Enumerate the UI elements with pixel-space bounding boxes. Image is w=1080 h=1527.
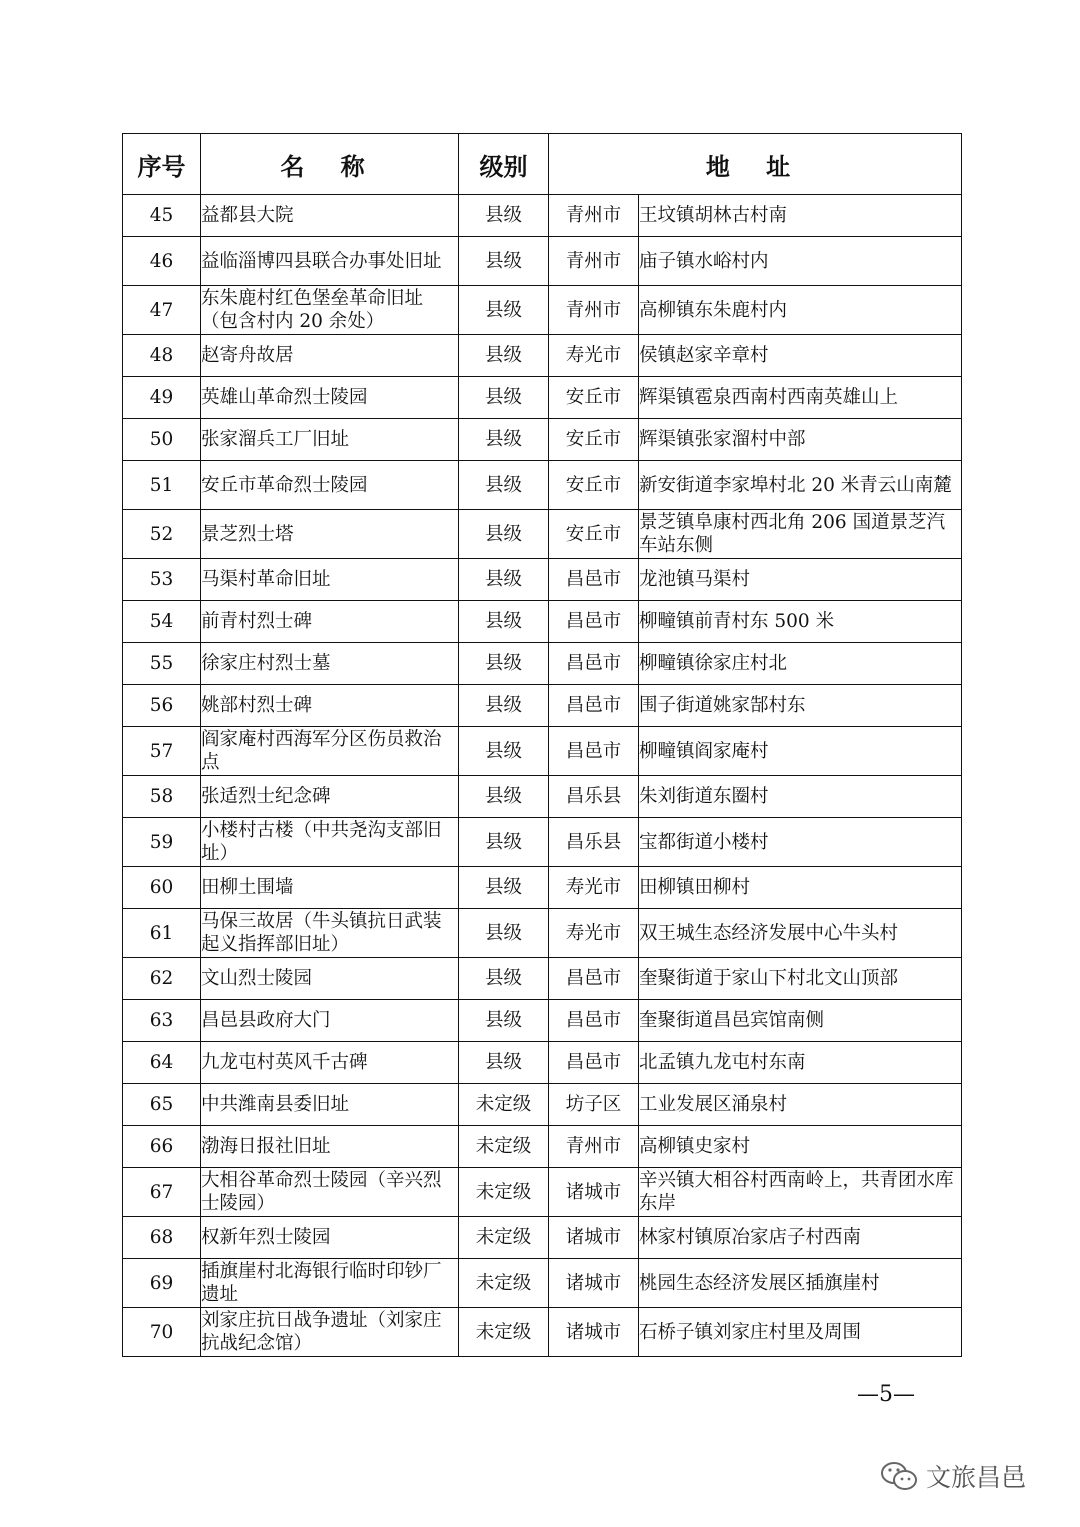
table-row bbox=[123, 1126, 962, 1168]
cell-city: 昌邑市 bbox=[549, 1042, 639, 1084]
cell-city: 寿光市 bbox=[549, 867, 639, 909]
table-row bbox=[123, 1084, 962, 1126]
cell-number: 50 bbox=[123, 419, 201, 461]
cell-name: 姚部村烈士碑 bbox=[201, 685, 459, 727]
table-row bbox=[123, 510, 962, 559]
watermark-text: 文旅昌邑 bbox=[926, 1463, 1027, 1492]
cell-city: 昌邑市 bbox=[549, 643, 639, 685]
cell-name: 小楼村古楼（中共尧沟支部旧址） bbox=[201, 818, 459, 867]
table-row bbox=[123, 237, 962, 286]
wechat-icon bbox=[880, 1460, 918, 1492]
cell-number: 62 bbox=[123, 958, 201, 1000]
cell-name: 前青村烈士碑 bbox=[201, 601, 459, 643]
cell-number: 68 bbox=[123, 1217, 201, 1259]
cell-number: 66 bbox=[123, 1126, 201, 1168]
cell-city: 坊子区 bbox=[549, 1084, 639, 1126]
cell-level: 县级 bbox=[459, 195, 549, 237]
cell-name: 九龙屯村英风千古碑 bbox=[201, 1042, 459, 1084]
cell-number: 69 bbox=[123, 1259, 201, 1308]
table-row bbox=[123, 559, 962, 601]
table-row bbox=[123, 776, 962, 818]
cell-address: 围子街道姚家郜村东 bbox=[639, 685, 962, 727]
table-row bbox=[123, 601, 962, 643]
table-row bbox=[123, 335, 962, 377]
heritage-list-table bbox=[122, 133, 962, 1357]
cell-address: 龙池镇马渠村 bbox=[639, 559, 962, 601]
cell-city: 昌邑市 bbox=[549, 1000, 639, 1042]
cell-address: 庙子镇水峪村内 bbox=[639, 237, 962, 286]
cell-name: 英雄山革命烈士陵园 bbox=[201, 377, 459, 419]
cell-level: 县级 bbox=[459, 510, 549, 559]
cell-number: 45 bbox=[123, 195, 201, 237]
cell-name: 赵寄舟故居 bbox=[201, 335, 459, 377]
cell-number: 59 bbox=[123, 818, 201, 867]
cell-level: 县级 bbox=[459, 818, 549, 867]
cell-city: 安丘市 bbox=[549, 419, 639, 461]
cell-address: 柳疃镇徐家庄村北 bbox=[639, 643, 962, 685]
page-number: —5— bbox=[857, 1382, 915, 1407]
cell-number: 46 bbox=[123, 237, 201, 286]
cell-level: 县级 bbox=[459, 1000, 549, 1042]
cell-level: 县级 bbox=[459, 559, 549, 601]
cell-city: 青州市 bbox=[549, 286, 639, 335]
cell-number: 53 bbox=[123, 559, 201, 601]
table-header-row bbox=[123, 134, 962, 195]
cell-address: 高柳镇东朱鹿村内 bbox=[639, 286, 962, 335]
table-row bbox=[123, 685, 962, 727]
table-row bbox=[123, 867, 962, 909]
cell-city: 寿光市 bbox=[549, 335, 639, 377]
cell-city: 昌邑市 bbox=[549, 727, 639, 776]
cell-number: 58 bbox=[123, 776, 201, 818]
cell-level: 县级 bbox=[459, 776, 549, 818]
cell-number: 49 bbox=[123, 377, 201, 419]
cell-address: 新安街道李家埠村北 20 米青云山南麓 bbox=[639, 461, 962, 510]
cell-name: 文山烈士陵园 bbox=[201, 958, 459, 1000]
cell-city: 诸城市 bbox=[549, 1217, 639, 1259]
cell-city: 昌邑市 bbox=[549, 601, 639, 643]
table-row bbox=[123, 818, 962, 867]
table-row bbox=[123, 909, 962, 958]
cell-level: 未定级 bbox=[459, 1126, 549, 1168]
cell-level: 县级 bbox=[459, 601, 549, 643]
cell-name: 东朱鹿村红色堡垒革命旧址（包含村内 20 余处） bbox=[201, 286, 459, 335]
cell-level: 未定级 bbox=[459, 1168, 549, 1217]
cell-number: 67 bbox=[123, 1168, 201, 1217]
cell-address: 奎聚街道于家山下村北文山顶部 bbox=[639, 958, 962, 1000]
cell-level: 未定级 bbox=[459, 1259, 549, 1308]
cell-address: 王坟镇胡林古村南 bbox=[639, 195, 962, 237]
cell-level: 县级 bbox=[459, 685, 549, 727]
cell-address: 工业发展区涌泉村 bbox=[639, 1084, 962, 1126]
cell-number: 55 bbox=[123, 643, 201, 685]
cell-city: 昌邑市 bbox=[549, 958, 639, 1000]
cell-name: 益临淄博四县联合办事处旧址 bbox=[201, 237, 459, 286]
table-row bbox=[123, 958, 962, 1000]
cell-name: 中共潍南县委旧址 bbox=[201, 1084, 459, 1126]
table-row bbox=[123, 1259, 962, 1308]
cell-number: 64 bbox=[123, 1042, 201, 1084]
cell-level: 县级 bbox=[459, 335, 549, 377]
cell-city: 寿光市 bbox=[549, 909, 639, 958]
cell-level: 县级 bbox=[459, 1042, 549, 1084]
table-row bbox=[123, 461, 962, 510]
cell-address: 北孟镇九龙屯村东南 bbox=[639, 1042, 962, 1084]
cell-city: 青州市 bbox=[549, 237, 639, 286]
table-row bbox=[123, 1042, 962, 1084]
cell-name: 田柳土围墙 bbox=[201, 867, 459, 909]
header-address: 地 址 bbox=[549, 134, 962, 195]
cell-number: 56 bbox=[123, 685, 201, 727]
cell-name: 阎家庵村西海军分区伤员救治点 bbox=[201, 727, 459, 776]
cell-level: 未定级 bbox=[459, 1308, 549, 1357]
cell-level: 县级 bbox=[459, 727, 549, 776]
cell-address: 林家村镇原冶家店子村西南 bbox=[639, 1217, 962, 1259]
cell-city: 诸城市 bbox=[549, 1308, 639, 1357]
cell-name: 徐家庄村烈士墓 bbox=[201, 643, 459, 685]
cell-address: 双王城生态经济发展中心牛头村 bbox=[639, 909, 962, 958]
cell-city: 青州市 bbox=[549, 1126, 639, 1168]
table-row bbox=[123, 1217, 962, 1259]
cell-number: 70 bbox=[123, 1308, 201, 1357]
table-row bbox=[123, 195, 962, 237]
cell-name: 权新年烈士陵园 bbox=[201, 1217, 459, 1259]
cell-level: 未定级 bbox=[459, 1084, 549, 1126]
cell-name: 渤海日报社旧址 bbox=[201, 1126, 459, 1168]
cell-city: 青州市 bbox=[549, 195, 639, 237]
cell-city: 昌邑市 bbox=[549, 685, 639, 727]
cell-number: 61 bbox=[123, 909, 201, 958]
cell-name: 张适烈士纪念碑 bbox=[201, 776, 459, 818]
cell-city: 安丘市 bbox=[549, 510, 639, 559]
table-row bbox=[123, 1308, 962, 1357]
cell-level: 县级 bbox=[459, 958, 549, 1000]
cell-address: 桃园生态经济发展区插旗崖村 bbox=[639, 1259, 962, 1308]
cell-address: 辛兴镇大相谷村西南岭上，共青团水库东岸 bbox=[639, 1168, 962, 1217]
table-row bbox=[123, 727, 962, 776]
cell-name: 大相谷革命烈士陵园（辛兴烈士陵园） bbox=[201, 1168, 459, 1217]
cell-level: 未定级 bbox=[459, 1217, 549, 1259]
cell-address: 辉渠镇雹泉西南村西南英雄山上 bbox=[639, 377, 962, 419]
cell-level: 县级 bbox=[459, 237, 549, 286]
cell-number: 63 bbox=[123, 1000, 201, 1042]
header-level: 级别 bbox=[459, 134, 549, 195]
cell-number: 48 bbox=[123, 335, 201, 377]
account-watermark bbox=[880, 1458, 1026, 1494]
table-row bbox=[123, 1000, 962, 1042]
cell-address: 石桥子镇刘家庄村里及周围 bbox=[639, 1308, 962, 1357]
cell-level: 县级 bbox=[459, 909, 549, 958]
cell-address: 景芝镇阜康村西北角 206 国道景芝汽车站东侧 bbox=[639, 510, 962, 559]
cell-city: 诸城市 bbox=[549, 1259, 639, 1308]
cell-name: 刘家庄抗日战争遗址（刘家庄抗战纪念馆） bbox=[201, 1308, 459, 1357]
cell-number: 47 bbox=[123, 286, 201, 335]
table-row bbox=[123, 377, 962, 419]
cell-address: 奎聚街道昌邑宾馆南侧 bbox=[639, 1000, 962, 1042]
cell-name: 昌邑县政府大门 bbox=[201, 1000, 459, 1042]
header-number: 序号 bbox=[123, 134, 201, 195]
table-row bbox=[123, 286, 962, 335]
cell-address: 朱刘街道东圈村 bbox=[639, 776, 962, 818]
cell-city: 诸城市 bbox=[549, 1168, 639, 1217]
cell-address: 柳疃镇阎家庵村 bbox=[639, 727, 962, 776]
cell-city: 安丘市 bbox=[549, 377, 639, 419]
cell-name: 益都县大院 bbox=[201, 195, 459, 237]
cell-number: 57 bbox=[123, 727, 201, 776]
cell-number: 51 bbox=[123, 461, 201, 510]
table-row bbox=[123, 419, 962, 461]
cell-address: 宝都街道小楼村 bbox=[639, 818, 962, 867]
cell-address: 辉渠镇张家溜村中部 bbox=[639, 419, 962, 461]
header-name: 名 称 bbox=[201, 134, 459, 195]
cell-name: 马保三故居（牛头镇抗日武装起义指挥部旧址） bbox=[201, 909, 459, 958]
cell-city: 昌邑市 bbox=[549, 559, 639, 601]
cell-level: 县级 bbox=[459, 286, 549, 335]
cell-address: 侯镇赵家辛章村 bbox=[639, 335, 962, 377]
cell-number: 54 bbox=[123, 601, 201, 643]
cell-level: 县级 bbox=[459, 419, 549, 461]
cell-city: 昌乐县 bbox=[549, 818, 639, 867]
cell-name: 插旗崖村北海银行临时印钞厂遗址 bbox=[201, 1259, 459, 1308]
table-row bbox=[123, 1168, 962, 1217]
cell-address: 田柳镇田柳村 bbox=[639, 867, 962, 909]
cell-number: 52 bbox=[123, 510, 201, 559]
cell-name: 张家溜兵工厂旧址 bbox=[201, 419, 459, 461]
cell-level: 县级 bbox=[459, 461, 549, 510]
cell-address: 高柳镇史家村 bbox=[639, 1126, 962, 1168]
cell-level: 县级 bbox=[459, 377, 549, 419]
cell-number: 60 bbox=[123, 867, 201, 909]
cell-name: 景芝烈士塔 bbox=[201, 510, 459, 559]
cell-level: 县级 bbox=[459, 643, 549, 685]
cell-level: 县级 bbox=[459, 867, 549, 909]
cell-name: 马渠村革命旧址 bbox=[201, 559, 459, 601]
table-row bbox=[123, 643, 962, 685]
cell-number: 65 bbox=[123, 1084, 201, 1126]
cell-name: 安丘市革命烈士陵园 bbox=[201, 461, 459, 510]
cell-city: 安丘市 bbox=[549, 461, 639, 510]
cell-city: 昌乐县 bbox=[549, 776, 639, 818]
cell-address: 柳疃镇前青村东 500 米 bbox=[639, 601, 962, 643]
